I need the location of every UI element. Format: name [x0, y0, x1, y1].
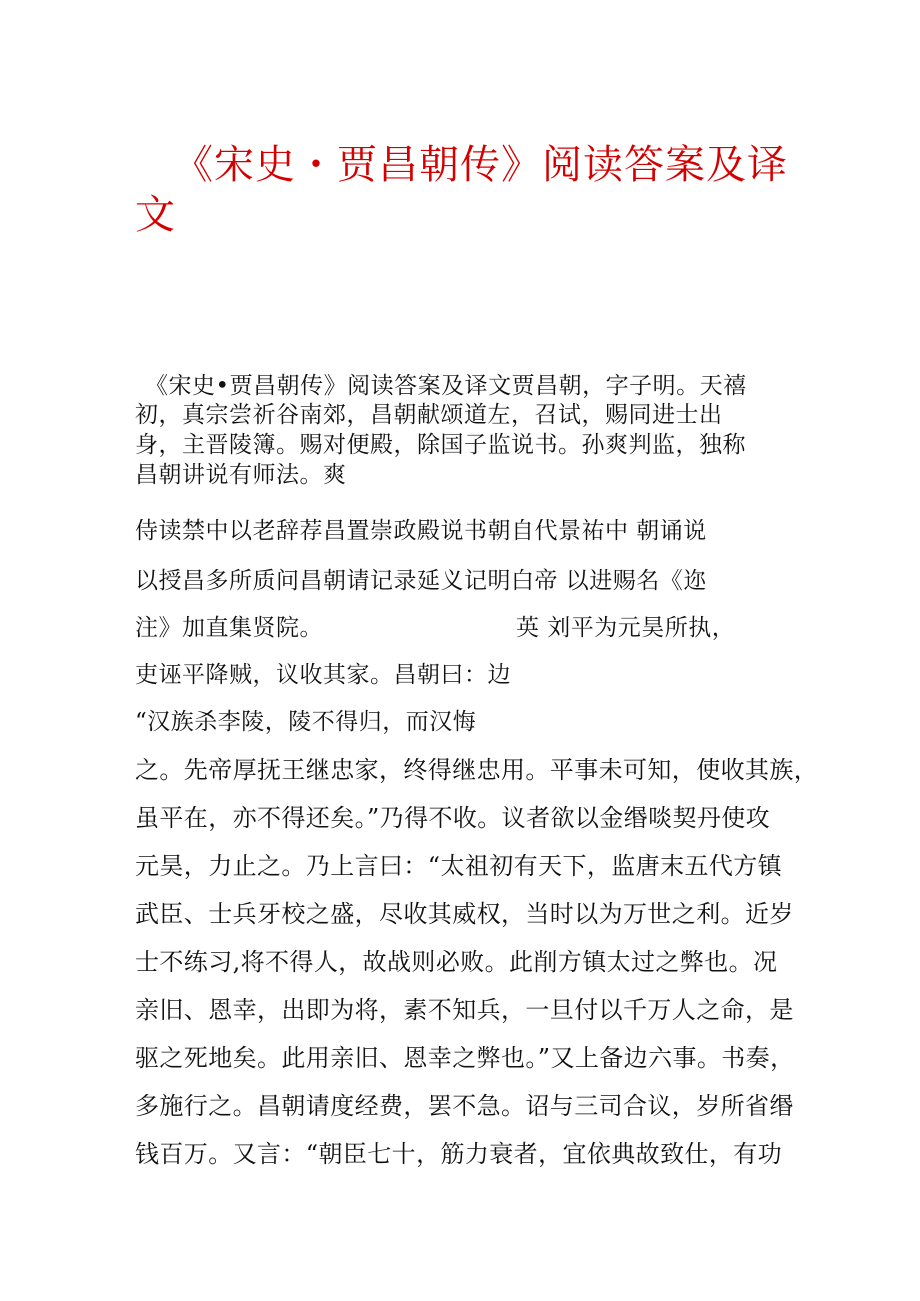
text-line: 钱百万。又言：“朝臣七十，筋力衰者，宜依典故致仕，有功	[135, 1140, 783, 1168]
text-line: 昌朝讲说有师法。爽	[135, 462, 347, 488]
text-line: 亲旧、恩幸，出即为将，素不知兵，一旦付以千万人之命，是	[135, 996, 794, 1024]
text-line: 侍读禁中以老辞荐昌置崇政殿说书朝自代景祐中 朝诵说	[135, 518, 707, 544]
text-line: 之。先帝厚抚王继忠家，终得继忠用。平事未可知，使收其族，	[135, 756, 819, 784]
title-line-2: 文	[135, 192, 176, 238]
text-line: 英 刘平为元昊所执，	[516, 615, 736, 641]
text-line: 初，真宗尝祈谷南郊，昌朝献颂道左，召试，赐同进士出	[135, 402, 723, 428]
text-line: 多施行之。昌朝请度经费，罢不急。诏与三司合议，岁所省缗	[135, 1092, 794, 1120]
text-line: 虽平在，亦不得还矣。”乃得不收。议者欲以金缗啖契丹使攻	[135, 804, 771, 832]
text-line: 驱之死地矣。此用亲旧、恩幸之弊也。”又上备边六事。书奏，	[135, 1044, 795, 1072]
title-line-1: 《宋史・贾昌朝传》阅读答案及译	[173, 142, 788, 188]
text-line: 《宋史•贾昌朝传》阅读答案及译文贾昌朝，字子明。天禧	[145, 373, 747, 399]
document-title	[135, 140, 795, 240]
text-line: 身，主晋陵簿。赐对便殿，除国子监说书。孙爽判监，独称	[135, 432, 746, 458]
text-line: 注》加直集贤院。	[135, 615, 323, 641]
text-line: 以授昌多所质问昌朝请记录延义记明白帝 以进赐名《迩	[135, 568, 707, 594]
text-line: “汉族杀李陵，陵不得归，而汉悔	[135, 709, 477, 735]
text-line: 元昊，力止之。乃上言曰：“太祖初有天下，监唐末五代方镇	[135, 852, 783, 880]
text-line: 吏诬平降贼，议收其家。昌朝曰：边	[135, 662, 511, 688]
text-line: 武臣、士兵牙校之盛，尽收其威权，当时以为万世之利。近岁	[135, 900, 794, 928]
text-line: 士不练习,将不得人，故战则必败。此削方镇太过之弊也。况	[135, 948, 778, 976]
